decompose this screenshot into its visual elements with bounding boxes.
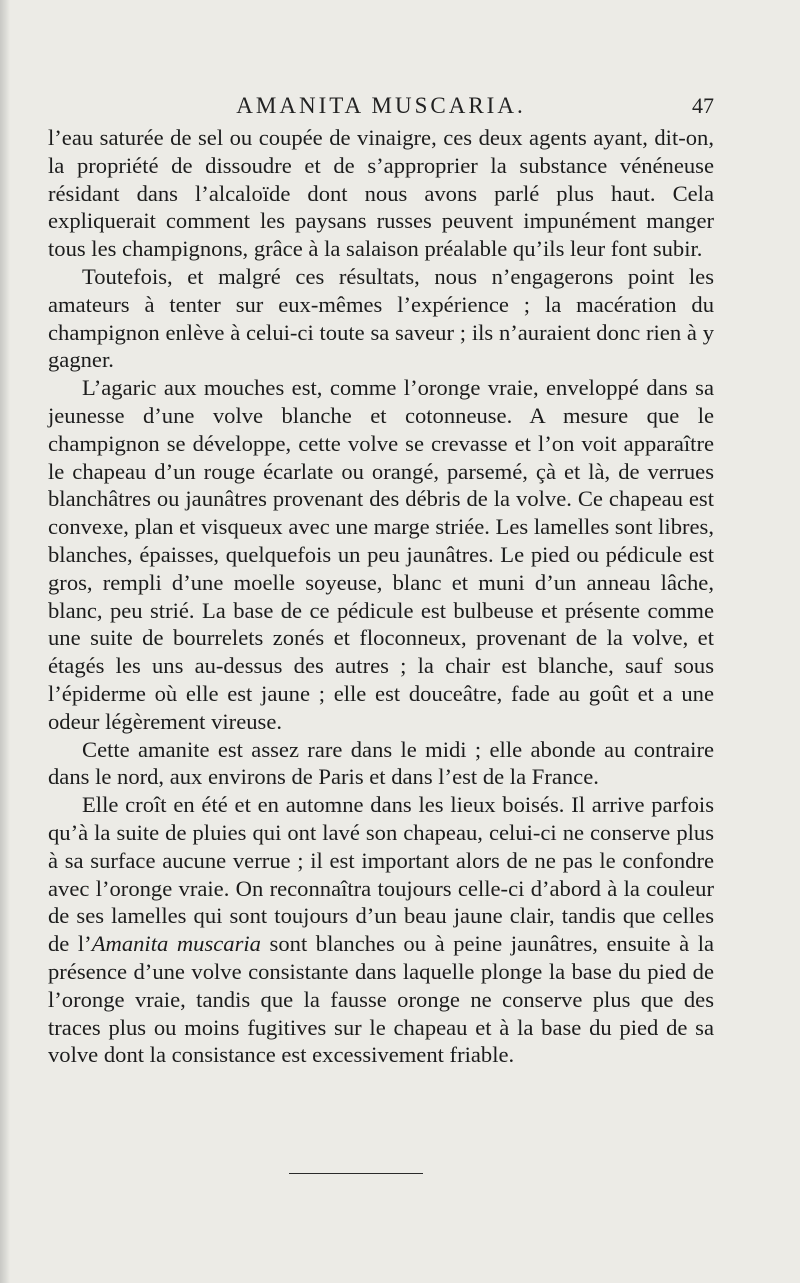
body-text xyxy=(48,124,714,1069)
paragraph-5-text-before: Elle croît en été et en automne dans les lieux boisés. Il arrive parfois qu’à la suite de pluies qui ont lavé son chapeau, celui-ci ne conserve plus à sa surface aucune verrue ; il est important alors de ne pas le confondre avec l’oronge vraie. On reconnaîtra toujours celle-ci d’abord à la couleur de ses lamelles qui sont toujours d’un beau jaune clair, tandis que celles de l’ xyxy=(48,792,714,957)
paragraph-4: Cette amanite est assez rare dans le midi ; elle abonde au contraire dans le nord, aux environs de Paris et dans l’est de la France. xyxy=(48,736,714,790)
species-name-italic: Amanita muscaria xyxy=(91,931,261,957)
paragraph-1: l’eau saturée de sel ou coupée de vinaigre, ces deux agents ayant, dit-on, la propriété de dissoudre et de s’approprier la substance vénéneuse résidant dans l’alcaloïde dont nous avons parlé plus haut. Cela expliquerait comment les paysans russes peuvent impunément manger tous les champignons, grâce à la salaison préalable qu’ils leur font subir. xyxy=(48,125,714,262)
running-head xyxy=(48,88,714,124)
paragraph-5-text-after: sont blanches ou à peine jaunâtres, ensuite à la présence d’une volve consistante dans laquelle plonge la base du pied de l’oronge vraie, tandis que la fausse oronge ne conserve plus que des traces plus ou moins fugitives sur le chapeau et à la base du pied de sa volve dont la consistance est excessivement friable. xyxy=(48,931,715,1068)
paragraph-5 xyxy=(48,791,714,1069)
paragraph-2: Toutefois, et malgré ces résultats, nous n’engagerons point les amateurs à tenter sur eux-mêmes l’expérience ; la macération du champignon enlève à celui-ci toute sa saveur ; ils n’auraient donc rien à y gagner. xyxy=(48,263,714,373)
section-end-rule xyxy=(289,1173,423,1174)
book-page xyxy=(48,88,714,1069)
paragraph-3: L’agaric aux mouches est, comme l’oronge vraie, enveloppé dans sa jeunesse d’une volve blanche et cotonneuse. A mesure que le champignon se développe, cette volve se crevasse et l’on voit apparaître le chapeau d’un rouge écarlate ou orangé, parsemé, çà et là, de verrues blanchâtres ou jaunâtres provenant des débris de la volve. Ce chapeau est convexe, plan et visqueux avec une marge striée. Les lamelles sont libres, blanches, épaisses, quelquefois un peu jaunâtres. Le pied ou pédicule est gros, rempli d’une moelle soyeuse, blanc et muni d’un anneau lâche, blanc, peu strié. La base de ce pédicule est bulbeuse et présente comme une suite de bourrelets zonés et floconneux, provenant de la volve, et étagés les uns au-dessus des autres ; la chair est blanche, sauf sous l’épiderme où elle est jaune ; elle est douceâtre, fade au goût et a une odeur légèrement vireuse. xyxy=(48,375,714,734)
page-number: 47 xyxy=(692,93,714,118)
page-binding-edge xyxy=(0,0,10,1283)
running-title: AMANITA MUSCARIA. xyxy=(236,93,526,118)
